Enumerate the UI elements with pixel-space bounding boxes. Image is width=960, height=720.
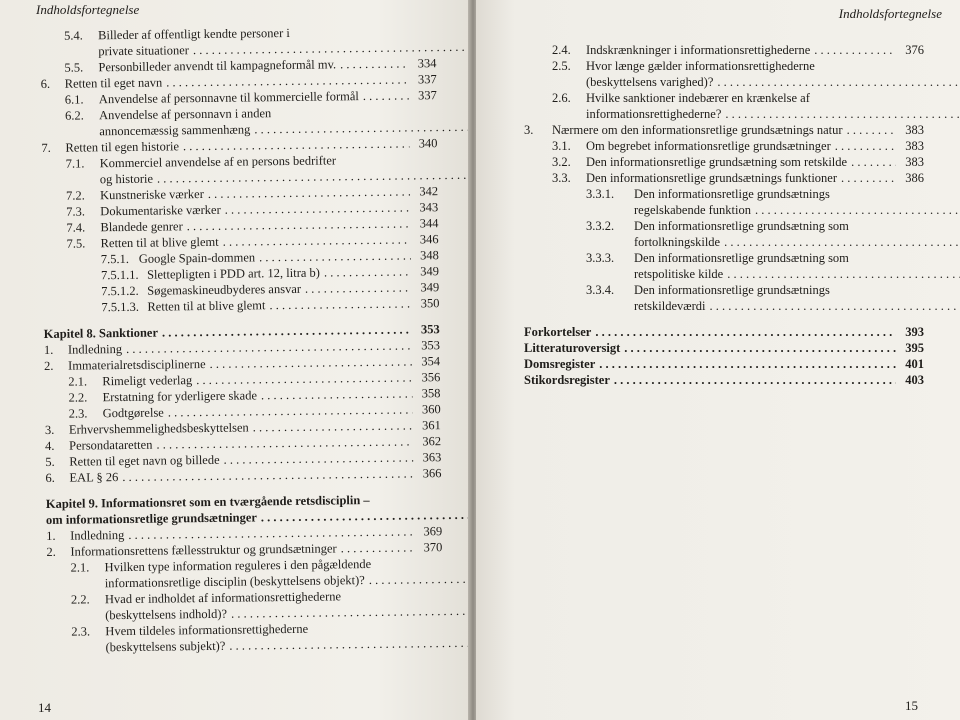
dot-leader (755, 203, 960, 217)
dot-leader (724, 235, 960, 249)
page-reference: 346 (419, 232, 439, 247)
section-number: 2. (46, 544, 56, 559)
section-number: 2.5. (552, 59, 571, 73)
section-number: 6. (40, 76, 51, 91)
entry-title: Kommerciel anvendelse af en persons bedrifter (99, 153, 337, 171)
section-number: 3. (44, 422, 55, 437)
section-number: 2.3. (71, 624, 91, 639)
entry-title: Hvor længe gælder informationsrettighederne (586, 59, 815, 73)
section-number: 2.2. (68, 390, 88, 405)
dot-leader (614, 372, 896, 388)
entry-title: Den informationsretlige grundsætning som retskilde (586, 155, 848, 169)
toc-entry-line (524, 186, 924, 202)
entry-title: Hvilke sanktioner indebærer en krænkelse af (586, 91, 810, 105)
page-reference: 350 (420, 296, 440, 311)
section-number: 2.3. (68, 406, 88, 421)
page-reference: 353 (420, 322, 440, 337)
toc-entry-line (47, 635, 443, 656)
entry-title-continued: informationsretlige disciplin (beskyttelsens objekt)? (104, 573, 365, 591)
toc-entry-line (524, 234, 924, 250)
toc-entry-line (524, 218, 924, 234)
entry-title: Kapitel 8. Sanktioner (43, 325, 159, 341)
section-number: 7.1. (65, 156, 85, 171)
entry-title: Om begrebet informationsretlige grundsætninger (586, 139, 831, 153)
section-number: 3.3.1. (586, 187, 615, 201)
toc-entry (41, 103, 437, 140)
dot-leader (324, 263, 411, 280)
toc-entry (47, 619, 443, 656)
toc-entry (524, 250, 924, 282)
page-reference: 348 (419, 248, 439, 263)
section-number: 6. (45, 470, 55, 485)
page-number: 14 (38, 700, 51, 715)
entry-title: Erstatning for yderligere skade (102, 388, 258, 405)
page-reference: 356 (421, 370, 441, 385)
entry-title: Stikordsregister (524, 373, 610, 387)
entry-title: Retten til eget navn og billede (69, 452, 220, 469)
page-reference: 383 (905, 155, 924, 169)
dot-leader (269, 295, 411, 313)
section-number: 7.5.1.3. (101, 299, 139, 315)
toc-entry (524, 58, 924, 90)
toc-entry (524, 324, 924, 340)
page-reference: 337 (417, 72, 437, 87)
dot-leader (595, 324, 896, 340)
section-number: 7.5.1.2. (101, 283, 139, 299)
entry-title: Google Spain-dommen (138, 250, 256, 266)
section-number: 2.2. (70, 592, 90, 607)
entry-title: Dokumentariske værker (100, 202, 221, 219)
section-number: 7.3. (66, 204, 86, 219)
toc-entry (43, 295, 439, 316)
toc-entry (524, 138, 924, 154)
entry-title: Indskrænkninger i informationsrettighederne (586, 43, 811, 57)
section-number: 2.4. (552, 43, 571, 57)
toc-entry-line (524, 282, 924, 298)
page-number: 15 (905, 698, 918, 713)
toc-entry-line (524, 250, 924, 266)
entry-title: Forkortelser (524, 325, 592, 339)
entry-title: Hvem tildeles informationsrettighederne (105, 621, 309, 639)
entry-title: Retten til eget navn (64, 75, 163, 91)
toc-entry-line (45, 465, 441, 486)
page-reference: 395 (905, 341, 924, 355)
toc-entry-line (524, 324, 924, 340)
running-header: Indholdsfortegnelse (36, 2, 140, 17)
entry-title: Indledning (67, 342, 123, 357)
toc-entry (524, 170, 924, 186)
section-number: 3.3. (552, 171, 571, 185)
entry-title: Den informationsretlige grundsætnings (634, 187, 830, 201)
section-number: 1. (46, 528, 56, 543)
dot-leader (599, 356, 896, 372)
section-number: 3. (524, 123, 534, 137)
entry-title: Anvendelse af personnavn i anden (98, 106, 272, 123)
entry-title: Rimeligt vederlag (102, 373, 193, 389)
toc-entry (524, 90, 924, 122)
section-number: 7. (41, 140, 51, 155)
page-reference: 358 (421, 386, 441, 401)
dot-leader (847, 122, 896, 138)
toc-entry-line (524, 90, 924, 106)
section-number: 3.3.3. (586, 251, 615, 265)
toc-list-left (40, 23, 444, 656)
toc-entry-line (524, 356, 924, 372)
toc-entry (524, 154, 924, 170)
page-reference: 366 (422, 466, 442, 481)
toc-entry (46, 555, 442, 592)
toc-entry-line (524, 266, 924, 282)
entry-title: Den informationsretlige grundsætning som (634, 251, 849, 265)
entry-title: Nærmere om den informationsretlige grundsætnings natur (552, 123, 843, 137)
page-reference: 361 (422, 418, 441, 433)
page-reference: 343 (419, 200, 439, 215)
section-number: 7.5.1.1. (100, 267, 139, 283)
entry-title-continued: retskildeværdi (634, 299, 706, 313)
page-reference: 337 (418, 88, 437, 103)
entry-title-continued: informationsrettighederne? (586, 107, 722, 121)
page-reference: 369 (423, 524, 443, 539)
entry-title: Indledning (70, 528, 125, 543)
entry-title: Erhvervshemmelighedsbeskyttelsen (68, 420, 249, 437)
page-reference: 393 (905, 325, 924, 339)
entry-title: Slettepligten i PDD art. 12, litra b) (146, 265, 320, 282)
toc-entry-line (524, 74, 924, 90)
section-number: 2.1. (70, 560, 90, 575)
section-number: 5.5. (64, 60, 84, 75)
page-reference: 354 (421, 354, 441, 369)
entry-title-continued: (beskyttelsens varighed)? (586, 75, 714, 89)
toc-entry-line (524, 202, 924, 218)
dot-leader (259, 247, 411, 265)
entry-title: Retten til egen historie (65, 139, 180, 155)
entry-title: Kunstneriske værker (99, 187, 204, 203)
toc-entry (42, 151, 438, 188)
section-number: 3.1. (552, 139, 571, 153)
entry-title: Den informationsretlige grundsætnings funktioner (586, 171, 838, 185)
entry-title-continued: annoncemæssig sammenhæng (99, 122, 251, 139)
toc-entry-line (524, 58, 924, 74)
toc-entry (524, 186, 924, 218)
section-number: 7.5.1. (100, 251, 130, 267)
toc-entry (47, 587, 443, 624)
entry-title: Informationsrettens fællesstruktur og grundsætninger (70, 541, 337, 559)
entry-title: Persondataretten (69, 437, 153, 453)
dot-leader (253, 417, 413, 435)
section-number: 7.5. (66, 236, 86, 251)
toc-entry-line (524, 298, 924, 314)
entry-title-continued: om informationsretlige grundsætninger (45, 510, 257, 527)
page-reference: 376 (905, 43, 924, 57)
toc-entry-line (524, 138, 924, 154)
entry-title: Litteraturoversigt (524, 341, 621, 355)
page-reference: 386 (905, 171, 924, 185)
section-number: 7.2. (65, 188, 85, 203)
dot-leader (851, 154, 896, 170)
page-reference: 360 (421, 402, 441, 417)
page-reference: 362 (422, 434, 442, 449)
dot-leader (341, 539, 415, 556)
entry-title: Den informationsretlige grundsætnings (634, 283, 830, 297)
entry-title: Billeder af offentligt kendte personer i (98, 25, 290, 43)
toc-entry-line (43, 295, 439, 316)
dot-leader (725, 107, 960, 121)
dot-leader (727, 267, 960, 281)
toc-entry (524, 122, 924, 138)
dot-leader (363, 87, 409, 104)
page-reference: 349 (420, 264, 440, 279)
toc-entry (46, 491, 442, 528)
page-reference: 383 (905, 123, 924, 137)
left-page (0, 0, 470, 720)
section-number: 6.2. (64, 108, 84, 123)
page-reference: 349 (420, 280, 440, 295)
entry-title: Kapitel 9. Informationsret som en tværgående retsdisciplin – (45, 493, 370, 511)
page-reference: 370 (423, 540, 443, 555)
toc-entry (40, 23, 436, 60)
entry-title: Hvad er indholdet af informationsrettighederne (104, 589, 342, 607)
dot-leader (122, 465, 413, 485)
section-number: 3.3.4. (586, 283, 615, 297)
page-reference: 401 (905, 357, 924, 371)
entry-title-continued: fortolkningskilde (634, 235, 721, 249)
section-number: 3.3.2. (586, 219, 615, 233)
page-reference: 363 (422, 450, 442, 465)
page-reference: 340 (418, 136, 438, 151)
entry-title: Personbilleder anvendt til kampagneformål mv. (98, 57, 337, 75)
right-page (476, 0, 960, 720)
entry-title: Godtgørelse (102, 405, 164, 421)
entry-title: Den informationsretlige grundsætning som (634, 219, 849, 233)
toc-entry (524, 42, 924, 58)
section-number: 2.6. (552, 91, 571, 105)
page-reference: 342 (419, 184, 439, 199)
toc-entry-line (524, 340, 924, 356)
dot-leader (305, 279, 411, 296)
toc-entry (45, 465, 441, 486)
toc-entry-line (524, 42, 924, 58)
page-reference: 403 (905, 373, 924, 387)
dot-leader (814, 42, 896, 58)
dot-leader (841, 170, 896, 186)
entry-title-continued: private situationer (98, 43, 189, 59)
entry-title: Blandede genrer (100, 219, 183, 235)
dot-leader (261, 385, 413, 403)
section-number: 7.4. (66, 220, 86, 235)
entry-title: EAL § 26 (69, 470, 119, 485)
section-number: 1. (43, 342, 54, 357)
toc-entry (524, 340, 924, 356)
entry-title: Anvendelse af personnavne til kommercielle formål (98, 89, 359, 107)
section-number: 5. (45, 454, 55, 469)
entry-title: Immaterialretsdisciplinerne (68, 357, 206, 373)
toc-list-right (524, 42, 924, 388)
entry-title: Hvilken type information reguleres i den pågældende (104, 556, 372, 575)
toc-entry-line (524, 106, 924, 122)
toc-entry (524, 372, 924, 388)
toc-entry-line (524, 372, 924, 388)
entry-title-continued: (beskyttelsens subjekt)? (105, 638, 226, 655)
toc-entry-line (524, 154, 924, 170)
entry-title-continued: regelskabende funktion (634, 203, 751, 217)
page-reference: 344 (419, 216, 439, 231)
entry-title-continued: (beskyttelsens indhold)? (105, 606, 228, 623)
toc-entry-line (524, 122, 924, 138)
page-reference: 383 (905, 139, 924, 153)
dot-leader (710, 299, 960, 313)
section-number: 6.1. (64, 92, 84, 107)
section-number: 5.4. (64, 28, 83, 43)
toc-entry (524, 282, 924, 314)
entry-title-continued: retspolitiske kilde (634, 267, 724, 281)
toc-entry (524, 356, 924, 372)
section-number: 3.2. (552, 155, 571, 169)
dot-leader (624, 340, 896, 356)
section-number: 2. (44, 358, 54, 373)
page-reference: 334 (417, 56, 437, 71)
toc-entry (524, 218, 924, 250)
entry-title-continued: og historie (99, 171, 154, 187)
page-reference: 353 (421, 338, 440, 353)
dot-leader (340, 56, 409, 73)
entry-title: Retten til at blive glemt (147, 298, 266, 314)
section-number: 4. (45, 438, 55, 453)
entry-title: Retten til at blive glemt (100, 234, 219, 251)
running-header: Indholdsfortegnelse (838, 6, 942, 21)
entry-title: Domsregister (524, 357, 596, 371)
section-number: 2.1. (68, 374, 88, 389)
entry-title: Søgemaskineudbyderes ansvar (147, 281, 302, 298)
toc-entry-line (524, 170, 924, 186)
dot-leader (835, 138, 896, 154)
dot-leader (717, 75, 960, 89)
